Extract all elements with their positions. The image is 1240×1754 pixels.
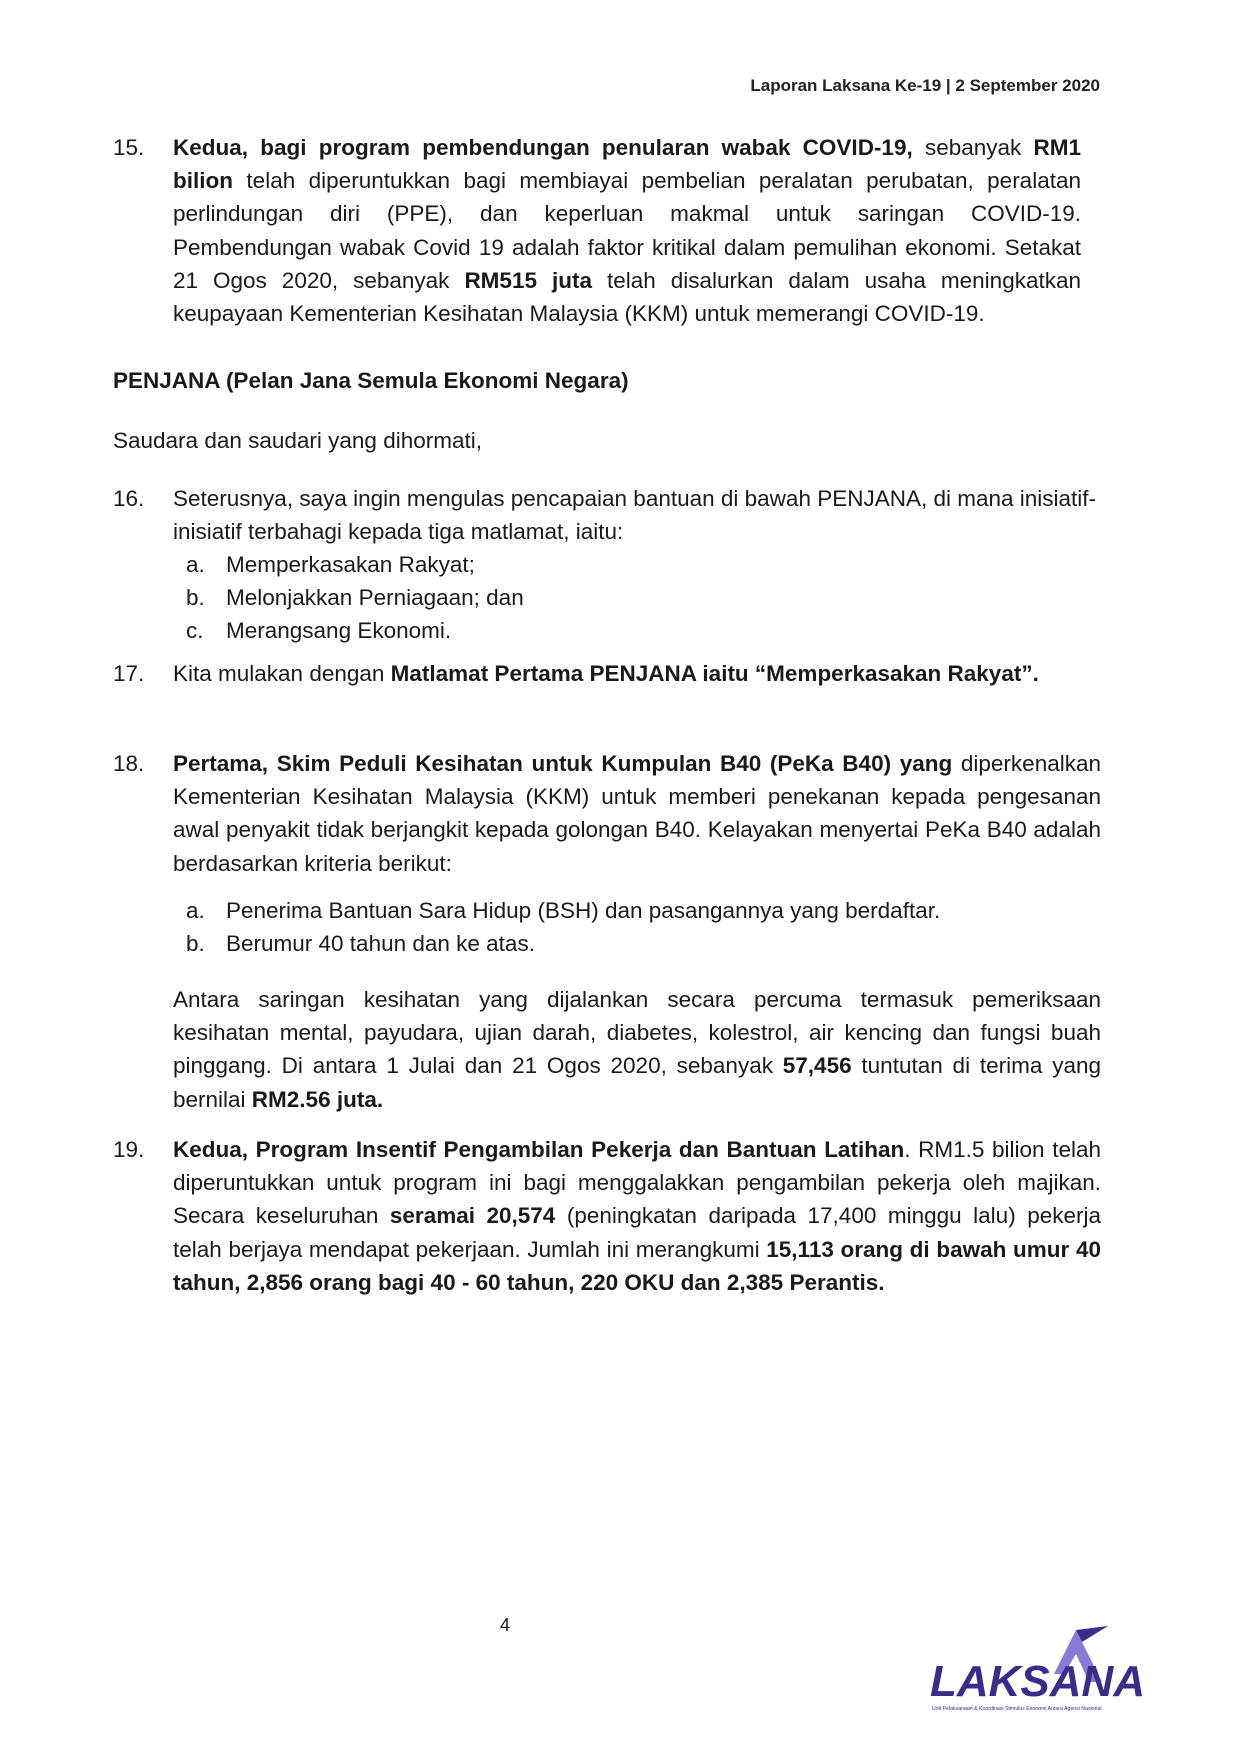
list-text: Merangsang Ekonomi. [226,618,452,644]
bold-text: 15,113 orang di bawah umur 40 tahun, 2,856 orang bagi 40 - 60 tahun, 220 OKU dan 2,385 Perantis. [173,1236,1101,1295]
paragraph-body [173,983,1101,1116]
text: . RM1.5 bilion telah diperuntukkan untuk program ini bagi menggalakkan pengambilan pekerja oleh majikan. Secara keseluruhan [173,1137,1101,1229]
list-text: Berumur 40 tahun dan ke atas. [226,931,535,957]
text: diperkenalkan Kementerian Kesihatan Malaysia (KKM) untuk memberi penekanan kepada pengesanan awal penyakit tidak berjangkit kepada golongan B40. Kelayakan menyertai PeKa B40 adalah berdasarkan kriteria berikut: [173,751,1101,876]
list-item [186,894,940,927]
logo-swoosh-icon [1076,1626,1108,1642]
paragraph-18 [113,747,1101,880]
paragraph-number: 15. [113,135,145,160]
logo-wordmark: LAKSANA [930,1657,1146,1706]
paragraph-number: 17. [113,661,145,686]
laksana-logo [926,1622,1176,1714]
bold-text: RM515 juta [464,267,592,293]
list-letter: b. [186,931,205,957]
paragraph-number: 19. [113,1137,145,1162]
text: Antara saringan kesihatan yang dijalankan secara percuma termasuk pemeriksaan kesihatan mental, payudara, ujian darah, diabetes, kolestrol, air kencing dan fungsi buah pinggang. Di antara 1 Julai dan 21 Ogos 2020, sebanyak [173,987,1101,1079]
text: Kita mulakan dengan [173,661,391,686]
list-letter: a. [186,552,205,577]
paragraph-number: 16. [113,486,145,511]
text: telah disalurkan dalam usaha meningkatkan keupayaan Kementerian Kesihatan Malaysia (KKM) untuk memerangi COVID-19. [173,267,1082,327]
paragraph-17 [113,657,1101,690]
bold-text: Pertama, Skim Peduli Kesihatan untuk Kumpulan B40 (PeKa B40) yang [173,751,953,776]
paragraph-16 [113,482,1101,548]
paragraph-body [173,131,1081,330]
list-text: Penerima Bantuan Sara Hidup (BSH) dan pasangannya yang berdaftar. [226,898,941,923]
list-item [186,927,940,960]
logo-tagline: Unit Pelaksanaan & Koordinasi Stimulus Ekonomi Antara Agensi Nasional [932,1706,1102,1712]
bold-text: Matlamat Pertama PENJANA iaitu “Memperkasakan Rakyat”. [390,661,1039,686]
report-header: Laporan Laksana Ke-19 | 2 September 2020 [750,76,1100,95]
bold-text: Kedua, Program Insentif Pengambilan Pekerja dan Bantuan Latihan [173,1137,905,1162]
list-letter: b. [186,585,205,611]
text: telah diperuntukkan bagi membiayai pembelian peralatan perubatan, peralatan perlindungan diri (PPE), dan keperluan makmal untuk saringan COVID-19. Pembendungan wabak Covid 19 adalah faktor kritikal dalam pemulihan ekonomi. Setakat 21 Ogos 2020, sebanyak [173,168,1081,293]
list-letter: a. [186,898,205,923]
paragraph-18-continued [113,983,1101,1116]
text: sebanyak [912,135,1034,160]
bold-text: 57,456 [782,1053,852,1079]
list-item [186,581,524,614]
bold-text: Kedua, bagi program pembendungan penularan wabak COVID-19, [173,135,913,160]
bold-text: RM1 bilion [173,135,1081,194]
paragraph-body [173,747,1101,880]
bold-text: seramai 20,574 [389,1203,556,1229]
section-heading: PENJANA (Pelan Jana Semula Ekonomi Negara) [113,368,629,393]
list-item [186,614,524,647]
list-letter: c. [186,618,204,644]
paragraph-body [173,1133,1101,1299]
bold-text: RM2.56 juta. [251,1086,384,1112]
paragraph-body: Seterusnya, saya ingin mengulas pencapaian bantuan di bawah PENJANA, di mana inisiatif-inisiatif terbahagi kepada tiga matlamat, iaitu: [173,486,1097,545]
salutation: Saudara dan saudari yang dihormati, [113,428,482,453]
paragraph-body [173,657,1101,690]
criteria-list [186,894,940,960]
paragraph-15 [113,131,1081,330]
list-item [186,548,524,581]
text: tuntutan di terima yang bernilai [173,1053,1101,1112]
paragraph-number: 18. [113,751,145,776]
list-text: Melonjakkan Perniagaan; dan [226,585,524,611]
page-number: 4 [500,1615,511,1635]
text: (peningkatan daripada 17,400 minggu lalu) pekerja telah berjaya mendapat pekerjaan. Jumlah ini merangkumi [173,1203,1101,1262]
paragraph-19 [113,1133,1101,1299]
goals-list [186,548,524,648]
list-text: Memperkasakan Rakyat; [226,552,475,577]
